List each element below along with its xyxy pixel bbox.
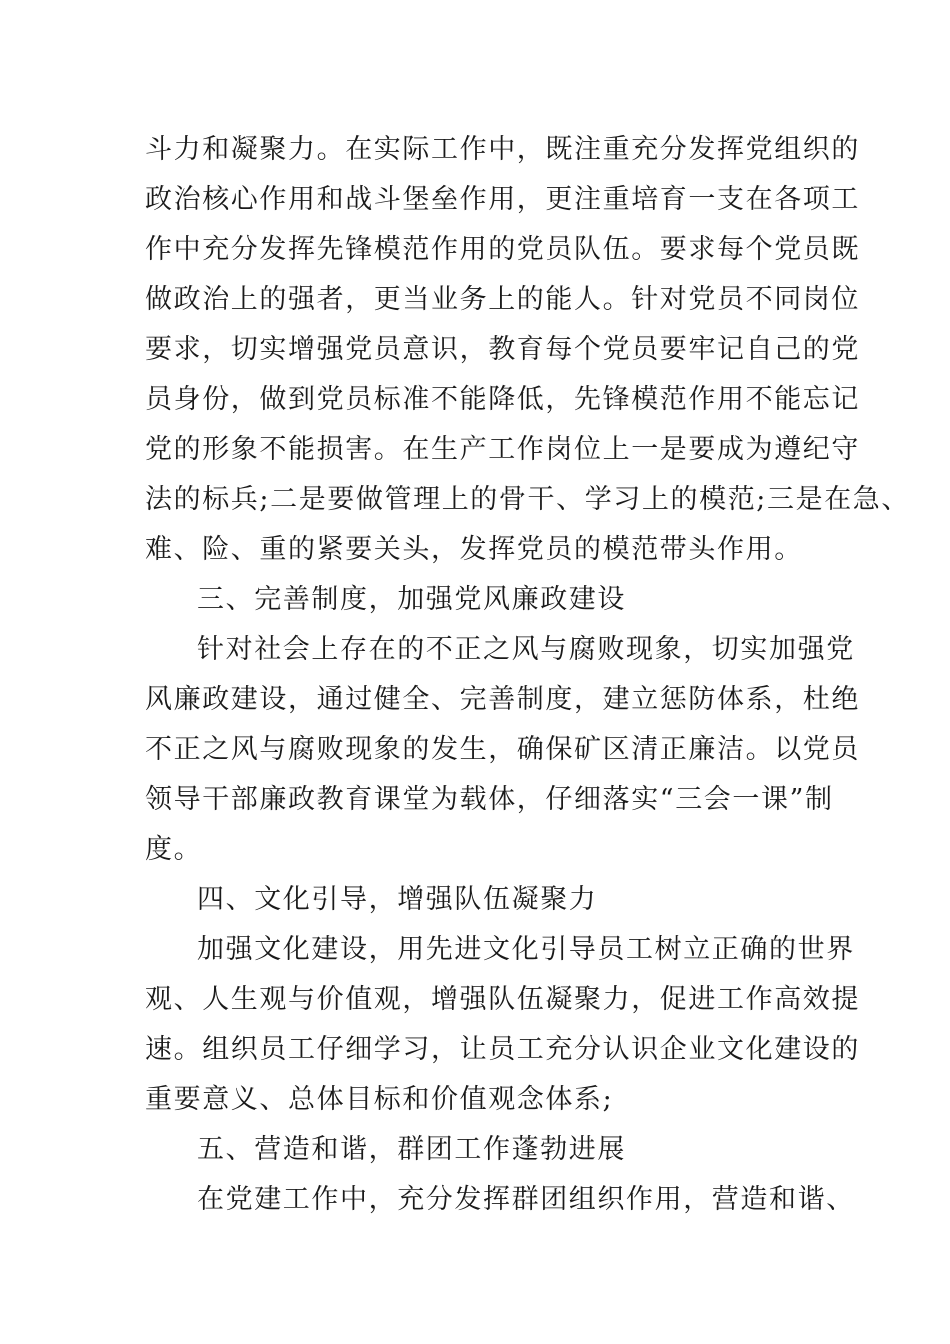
section-heading: 四、文化引导，增强队伍凝聚力 <box>197 884 598 915</box>
body-text-line: 法的标兵;二是要做管理上的骨干、学习上的模范;三是在急、 <box>145 484 910 515</box>
body-text-line: 加强文化建设，用先进文化引导员工树立正确的世界 <box>197 934 855 965</box>
body-text-line: 在党建工作中，充分发挥群团组织作用，营造和谐、 <box>197 1184 855 1215</box>
body-text-line: 斗力和凝聚力。在实际工作中，既注重充分发挥党组织的 <box>145 134 860 165</box>
body-text-line: 重要意义、总体目标和价值观念体系; <box>145 1084 614 1115</box>
body-text-line: 风廉政建设，通过健全、完善制度，建立惩防体系，杜绝 <box>145 684 860 715</box>
body-text-line: 做政治上的强者，更当业务上的能人。针对党员不同岗位 <box>145 284 860 315</box>
body-text-line: 度。 <box>145 834 203 865</box>
body-text-line: 领导干部廉政教育课堂为载体，仔细落实“三会一课”制 <box>145 784 834 815</box>
body-text-line: 政治核心作用和战斗堡垒作用，更注重培育一支在各项工 <box>145 184 860 215</box>
body-text-line: 针对社会上存在的不正之风与腐败现象，切实加强党 <box>197 634 855 665</box>
section-heading: 五、营造和谐，群团工作蓬勃进展 <box>197 1134 626 1165</box>
body-text-line: 要求，切实增强党员意识，教育每个党员要牢记自己的党 <box>145 334 860 365</box>
body-text-line: 难、险、重的紧要关头，发挥党员的模范带头作用。 <box>145 534 803 565</box>
section-heading: 三、完善制度，加强党风廉政建设 <box>197 584 626 615</box>
body-text-line: 作中充分发挥先锋模范作用的党员队伍。要求每个党员既 <box>145 234 860 265</box>
body-text-line: 不正之风与腐败现象的发生，确保矿区清正廉洁。以党员 <box>145 734 860 765</box>
body-text-line: 员身份，做到党员标准不能降低，先锋模范作用不能忘记 <box>145 384 860 415</box>
body-text-line: 党的形象不能损害。在生产工作岗位上一是要成为遵纪守 <box>145 434 860 465</box>
body-text-line: 速。组织员工仔细学习，让员工充分认识企业文化建设的 <box>145 1034 860 1065</box>
body-text-line: 观、人生观与价值观，增强队伍凝聚力，促进工作高效提 <box>145 984 860 1015</box>
